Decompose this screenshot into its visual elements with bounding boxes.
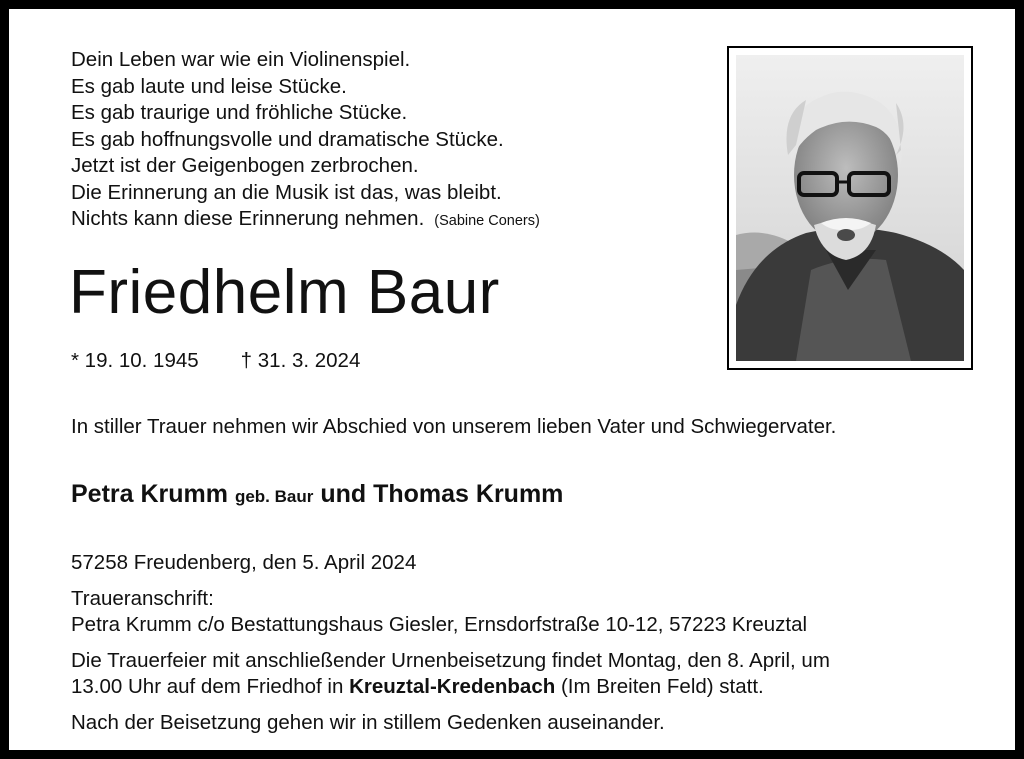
mourning-address: Petra Krumm c/o Bestattungshaus Giesler, Ernsdorfstraße 10-12, 57223 Kreuztal [71,613,808,636]
poem-line: Die Erinnerung an die Musik ist das, was bleibt. [71,180,502,204]
poem [71,47,540,235]
ceremony-text: 13.00 Uhr auf dem Friedhof in [71,675,344,698]
family-name-1: Petra Krumm [71,480,228,508]
farewell-text: In stiller Trauer nehmen wir Abschied von unserem lieben Vater und Schwiegervater. [71,415,837,438]
address-label: Traueranschrift: [71,586,214,610]
poem-line: Dein Leben war wie ein Violinenspiel. [71,48,411,71]
ceremony-line-2 [71,674,981,701]
ceremony-text-end: (Im Breiten Feld) statt. [560,675,764,698]
portrait-photo [736,55,964,361]
closing-text: Nach der Beisetzung gehen wir in stillem Gedenken auseinander. [71,710,665,734]
family-connector: und [320,480,367,508]
notice-info [71,550,981,736]
poem-last-line [71,206,540,235]
poem-line: Es gab laute und leise Stücke. [71,74,347,98]
family-names [71,478,563,513]
life-dates [71,348,360,374]
poem-author: (Sabine Coners) [434,213,540,229]
birth-date: * 19. 10. 1945 [71,349,199,372]
place-date: 57258 Freudenberg, den 5. April 2024 [71,551,417,574]
portrait-photo-icon [736,55,964,361]
poem-line: Jetzt ist der Geigenbogen zerbrochen. [71,154,419,177]
ceremony-place: Kreuztal-Kredenbach [349,675,556,698]
deceased-name: Friedhelm Baur [69,258,500,327]
portrait-frame [727,46,973,370]
poem-line: Es gab traurige und fröhliche Stücke. [71,101,408,124]
poem-line-text: Nichts kann diese Erinnerung nehmen. [71,207,425,230]
family-name-2: Thomas Krumm [373,480,564,508]
death-date: † 31. 3. 2024 [240,349,361,372]
ceremony-line-1: Die Trauerfeier mit anschließender Urnenbeisetzung findet Montag, den 8. April, um [71,648,830,672]
family-birth-name: geb. Baur [234,487,314,506]
poem-line: Es gab hoffnungsvolle und dramatische Stücke. [71,127,504,151]
